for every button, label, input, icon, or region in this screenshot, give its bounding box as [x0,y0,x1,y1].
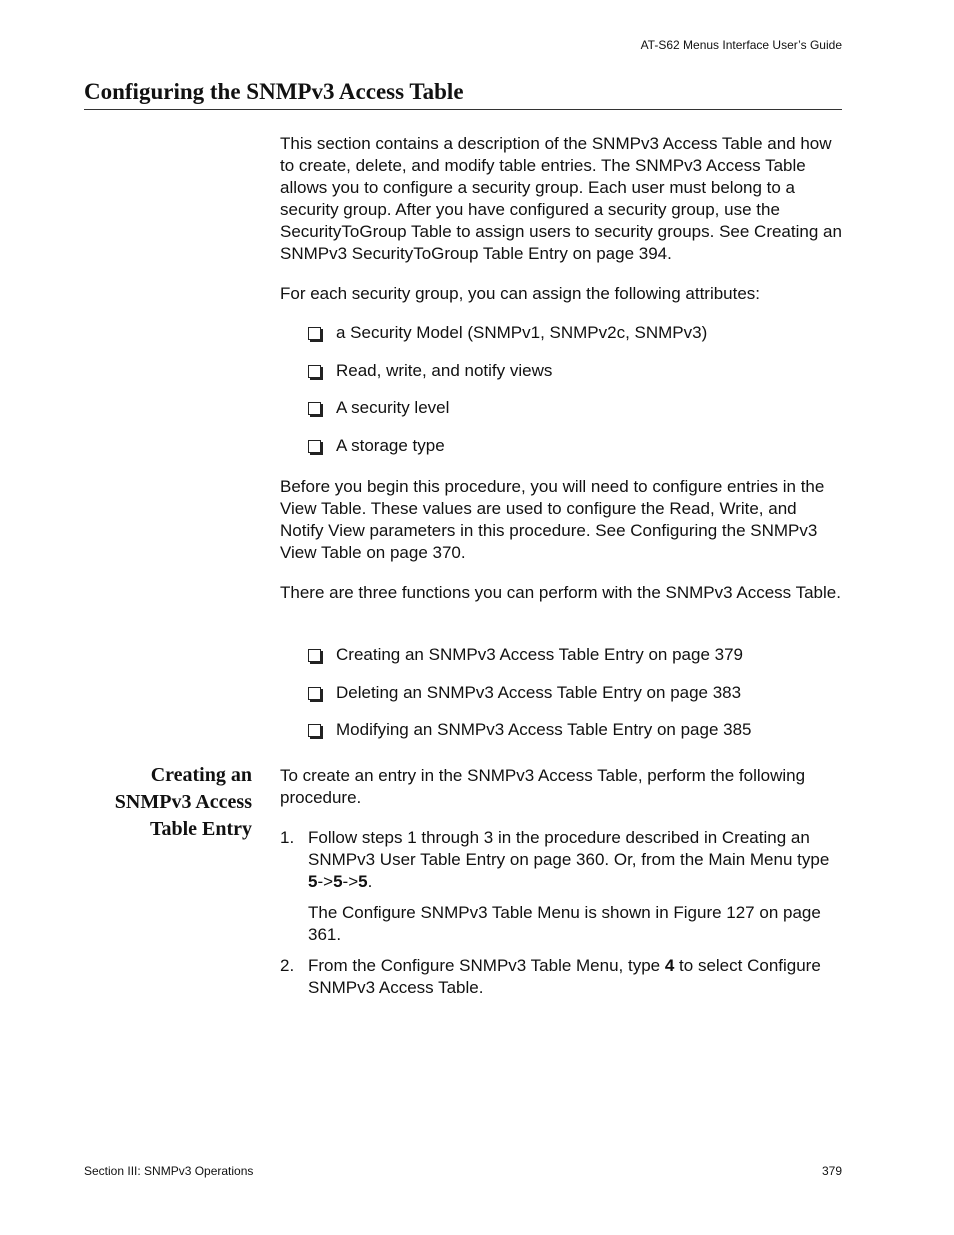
step-text-after: to select Configure SNMPv3 Access Table. [308,956,821,997]
procedure-step [280,827,842,946]
step-number: 1. [280,828,295,847]
subsection-heading-line: Creating an [150,764,252,786]
menu-key: 4 [664,956,675,975]
attributes-list-wrap [280,322,842,472]
step-text [308,955,842,999]
list-item [280,397,842,435]
menu-key: 5 [308,872,318,891]
procedure-intro-paragraph: To create an entry in the SNMPv3 Access Table, perform the following procedure. [280,766,806,807]
functions-list-wrap [280,644,842,757]
subsection-heading-line: SNMPv3 Access [114,791,252,813]
checkbox-bullet-icon [308,649,321,662]
footer-section: Section III: SNMPv3 Operations [84,1164,254,1178]
list-item-label: Modifying an SNMPv3 Access Table Entry on page 385 [336,720,752,739]
list-item-label: Deleting an SNMPv3 Access Table Entry on page 383 [336,682,742,702]
attributes-list [280,322,842,472]
menu-key: 5 [333,872,343,891]
list-item-label: A security level [336,398,450,417]
prerequisite-body [280,476,842,564]
procedure-steps-wrap [280,827,842,999]
step-note: The Configure SNMPv3 Table Menu is shown in Figure 127 on page 361. [308,903,821,944]
menu-separator: -> [317,872,334,891]
sentence-end: . [367,872,373,891]
page-number: 379 [821,1164,842,1178]
procedure-step [280,955,842,999]
intro-paragraph: This section contains a description of the SNMPv3 Access Table and how to create, delete, and modify table entries. The SNMPv3 Access Table allows you to configure a security group. Each user must belong to a security group. After you have configured a security group, use the SecurityToGroup Table to assign users to security groups. See Creating an SNMPv3 SecurityToGroup Table Entry on page 394. [280,134,842,263]
list-item-label: Creating an SNMPv3 Access Table Entry on page 379 [336,645,743,664]
attributes-intro-paragraph: For each security group, you can assign the following attributes: [280,284,761,303]
functions-intro-paragraph: There are three functions you can perform with the SNMPv3 Access Table. [280,583,841,602]
list-item-label: a Security Model (SNMPv1, SNMPv2c, SNMPv3) [336,323,708,342]
checkbox-bullet-icon [308,440,321,453]
section-title: Configuring the SNMPv3 Access Table [84,78,842,110]
checkbox-bullet-icon [308,724,321,737]
subsection-heading [84,762,252,843]
step-text-before: From the Configure SNMPv3 Table Menu, type [308,956,665,975]
functions-list [280,644,842,757]
list-item [280,322,842,360]
list-item [280,644,842,682]
subsection-heading-line: Table Entry [149,818,252,840]
procedure-steps [280,827,842,999]
functions-intro [280,582,842,604]
checkbox-bullet-icon [308,402,321,415]
checkbox-bullet-icon [308,365,321,378]
list-item [280,719,842,757]
checkbox-bullet-icon [308,687,321,700]
list-item-label: Read, write, and notify views [336,360,553,380]
procedure-intro [280,765,842,809]
list-item [280,360,842,398]
step-text-main: Follow steps 1 through 3 in the procedure described in Creating an SNMPv3 User Table Entry on page 360. Or, from the Main Menu type [308,828,830,869]
checkbox-bullet-icon [308,327,321,340]
menu-separator: -> [342,872,359,891]
step-number: 2. [280,956,295,975]
running-header: AT-S62 Menus Interface User’s Guide [640,38,842,52]
prerequisite-paragraph: Before you begin this procedure, you will need to configure entries in the View Table. These values are used to configure the Read, Write, and Notify View parameters in this procedure. See Configuring the SNMPv3 View Table on page 370. [280,477,825,562]
list-item [280,682,842,720]
step-text [308,827,842,893]
attributes-intro [280,283,842,305]
menu-key: 5 [358,872,368,891]
list-item [280,435,842,473]
intro-body [280,133,842,265]
list-item-label: A storage type [336,435,445,455]
